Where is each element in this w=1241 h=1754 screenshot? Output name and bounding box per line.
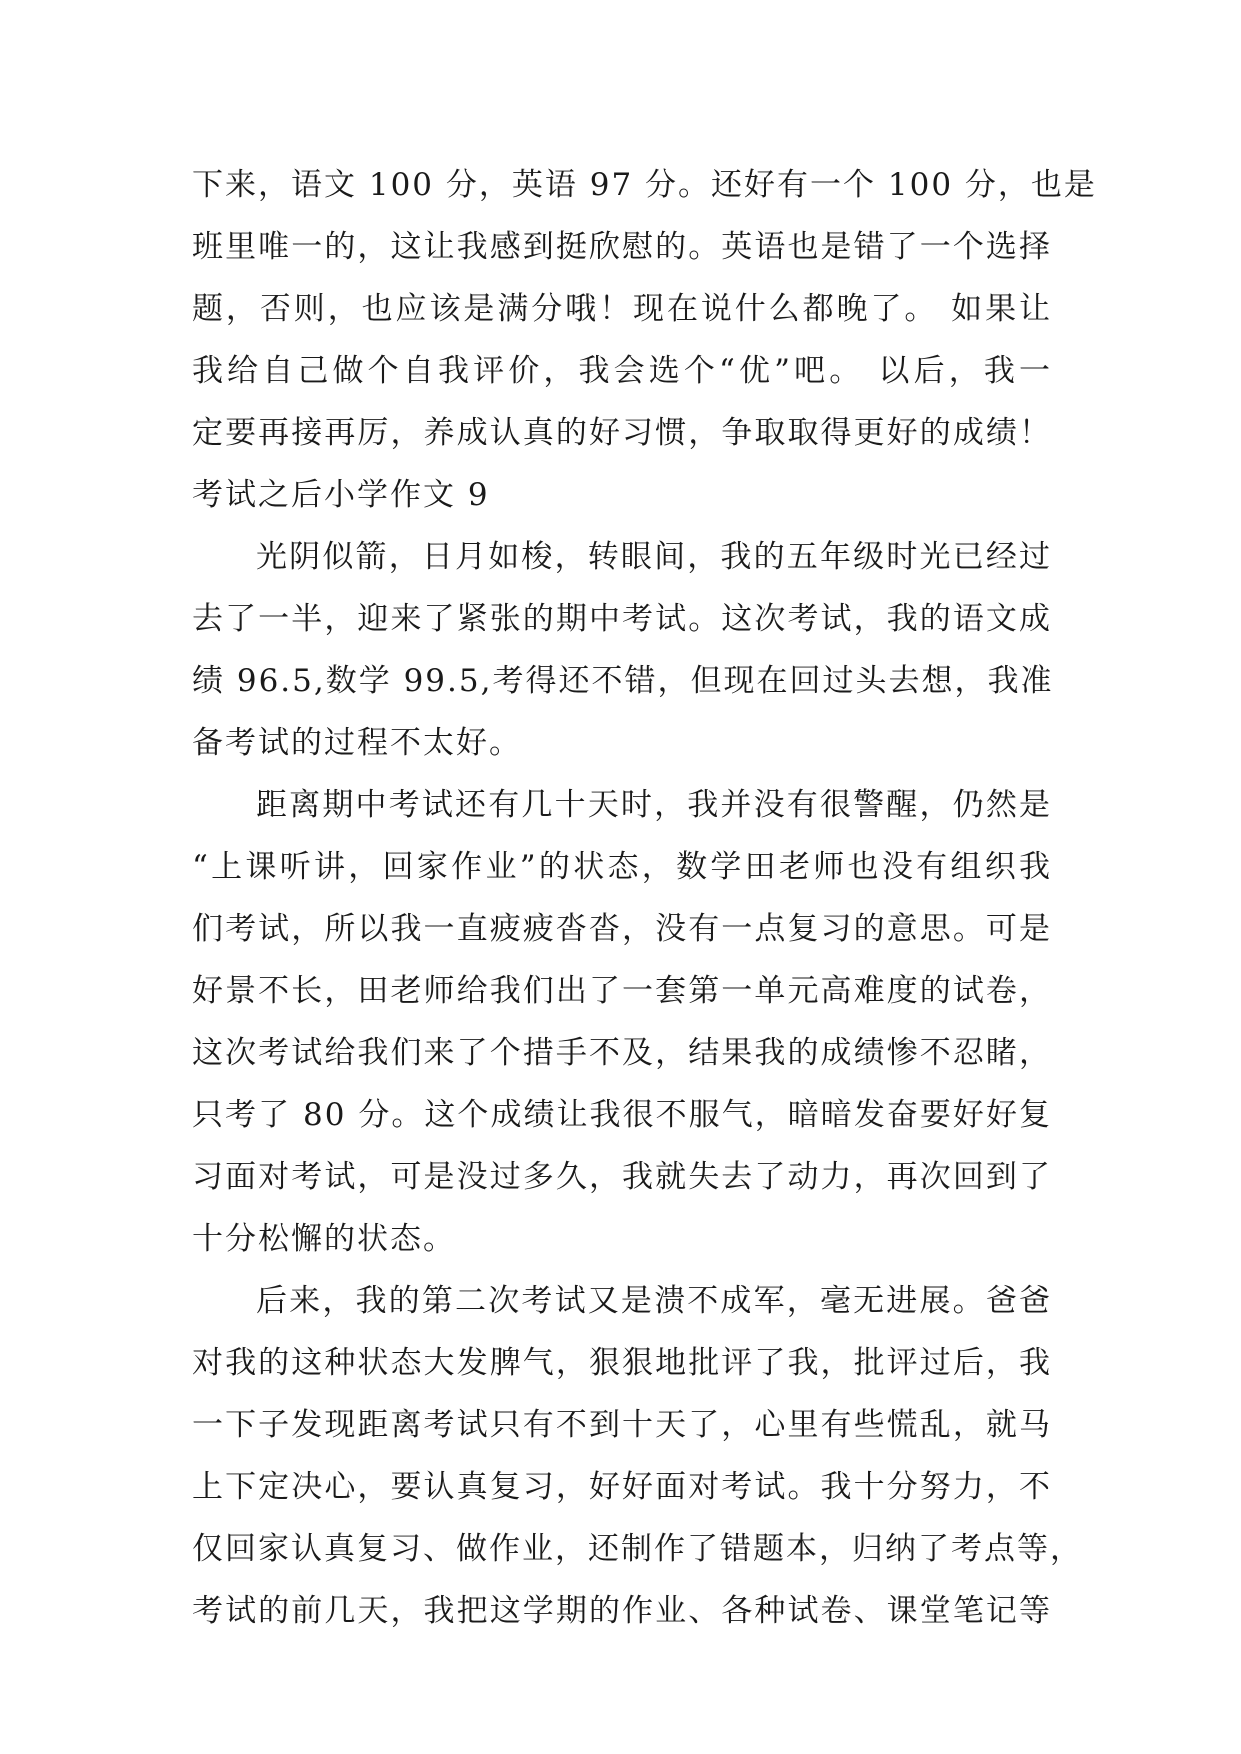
text-line: 题，否则，也应该是满分哦！现在说什么都晚了。 如果让	[192, 291, 1052, 327]
text-line: 一下子发现距离考试只有不到十天了，心里有些慌乱，就马	[192, 1407, 1052, 1443]
text-line: 考试之后小学作文 9	[192, 477, 490, 513]
text-line: 仅回家认真复习、做作业，还制作了错题本，归纳了考点等，	[192, 1531, 1083, 1567]
paragraph-first-line: 后来，我的第二次考试又是溃不成军，毫无进展。爸爸	[256, 1283, 1052, 1319]
paragraph-first-line: 距离期中考试还有几十天时，我并没有很警醒，仍然是	[256, 787, 1052, 823]
essay-text	[192, 154, 1097, 1642]
text-line: 备考试的过程不太好。	[192, 725, 522, 761]
text-line: 这次考试给我们来了个措手不及，结果我的成绩惨不忍睹，	[192, 1035, 1052, 1071]
text-line: 我给自己做个自我评价，我会选个“优”吧。 以后，我一	[192, 353, 1052, 389]
text-line: “上课听讲，回家作业”的状态，数学田老师也没有组织我	[192, 849, 1052, 885]
text-line: 下来，语文 100 分，英语 97 分。还好有一个 100 分，也是	[192, 167, 1097, 203]
text-line: 绩 96.5,数学 99.5,考得还不错，但现在回过头去想，我准	[192, 663, 1054, 699]
text-line: 好景不长，田老师给我们出了一套第一单元高难度的试卷，	[192, 973, 1052, 1009]
text-line: 上下定决心，要认真复习，好好面对考试。我十分努力，不	[192, 1469, 1052, 1505]
text-line: 只考了 80 分。这个成绩让我很不服气，暗暗发奋要好好复	[192, 1097, 1052, 1133]
text-line: 对我的这种状态大发脾气，狠狠地批评了我，批评过后，我	[192, 1345, 1052, 1381]
text-line: 们考试，所以我一直疲疲沓沓，没有一点复习的意思。可是	[192, 911, 1052, 947]
text-line: 定要再接再厉，养成认真的好习惯，争取取得更好的成绩！	[192, 415, 1052, 451]
text-line: 考试的前几天，我把这学期的作业、各种试卷、课堂笔记等	[192, 1593, 1052, 1629]
text-line: 班里唯一的，这让我感到挺欣慰的。英语也是错了一个选择	[192, 229, 1052, 265]
paragraph-first-line: 光阴似箭，日月如梭，转眼间，我的五年级时光已经过	[256, 539, 1052, 575]
text-line: 习面对考试，可是没过多久，我就失去了动力，再次回到了	[192, 1159, 1052, 1195]
text-line: 去了一半，迎来了紧张的期中考试。这次考试，我的语文成	[192, 601, 1052, 637]
text-line: 十分松懈的状态。	[192, 1221, 456, 1257]
